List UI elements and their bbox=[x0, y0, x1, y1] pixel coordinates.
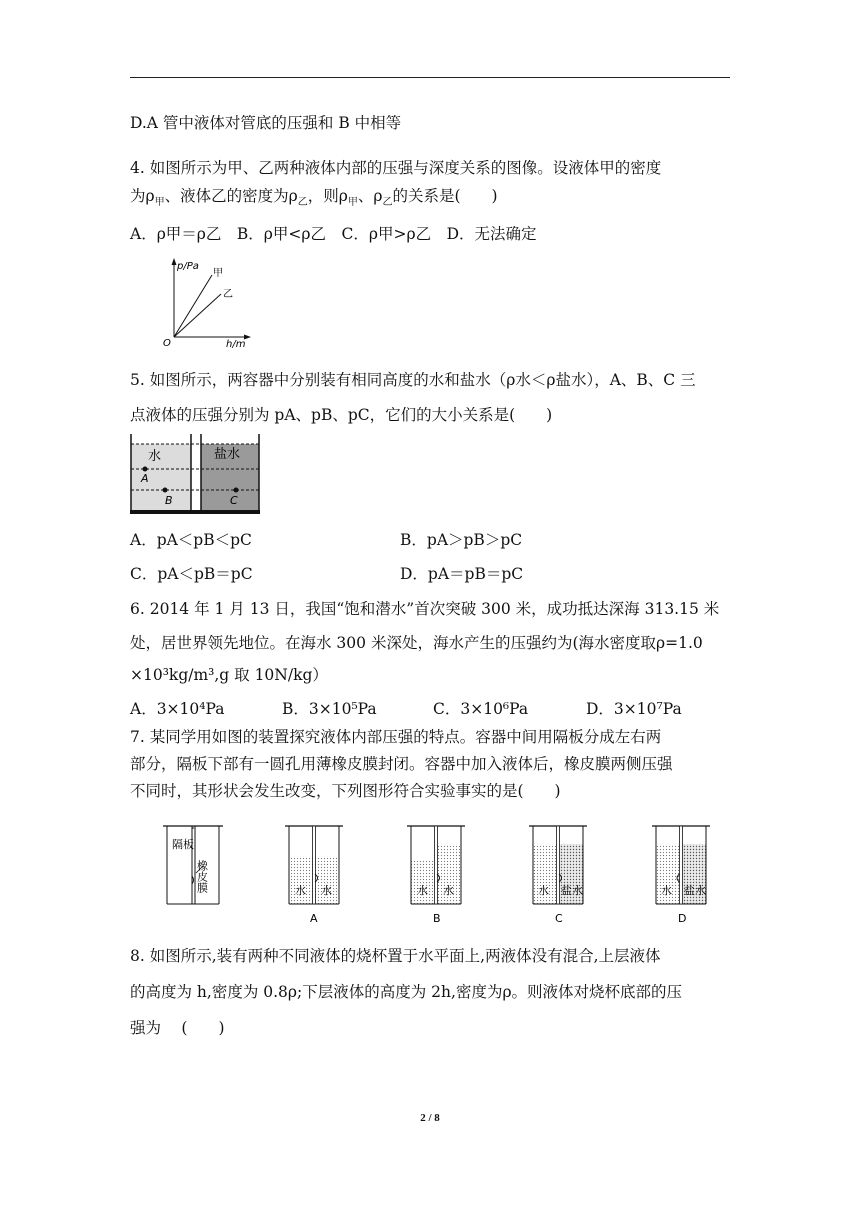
svg-text:水: 水 bbox=[538, 884, 549, 897]
label-yi: 乙 bbox=[223, 289, 233, 300]
q8-stem-line2: 的高度为 h,密度为 0.8ρ;下层液体的高度为 2h,密度为ρ。则液体对烧杯底部的压 bbox=[130, 983, 683, 1001]
origin-label: O bbox=[163, 338, 171, 349]
q6-option-b: B．3×10⁵Pa bbox=[282, 700, 377, 718]
q8-stem-line3: 强为 ( ) bbox=[130, 1019, 225, 1037]
apparatus-diagram bbox=[163, 826, 223, 904]
q5-two-containers-figure bbox=[128, 432, 263, 518]
svg-text:盐水: 盐水 bbox=[684, 884, 706, 897]
q6-option-d: D．3×10⁷Pa bbox=[586, 700, 682, 718]
y-axis-label: p/Pa bbox=[177, 261, 199, 272]
q8-stem-line1: 8. 如图所示,装有两种不同液体的烧杯置于水平面上,两液体没有混合,上层液体 bbox=[130, 947, 661, 965]
q5-stem-line1: 5. 如图所示，两容器中分别装有相同高度的水和盐水（ρ水＜ρ盐水），A、B、C 三 bbox=[130, 371, 696, 389]
q4-pressure-depth-graph bbox=[155, 255, 265, 350]
svg-text:D: D bbox=[678, 912, 687, 925]
q5-option-b: B．pA＞pB＞pC bbox=[400, 531, 523, 549]
line-jia bbox=[174, 275, 212, 337]
svg-text:水: 水 bbox=[661, 884, 672, 897]
svg-text:水: 水 bbox=[321, 884, 332, 897]
q5-option-d: D．pA＝pB＝pC bbox=[400, 565, 524, 583]
svg-text:B: B bbox=[433, 912, 441, 925]
svg-text:C: C bbox=[555, 912, 563, 925]
q4-stem-line1: 4. 如图所示为甲、乙两种液体内部的压强与深度关系的图像。设液体甲的密度 bbox=[130, 159, 662, 177]
q7-stem-line2: 部分，隔板下部有一圆孔用薄橡皮膜封闭。容器中加入液体后，橡皮膜两侧压强 bbox=[130, 755, 673, 773]
membrane-label: 橡皮膜 bbox=[195, 860, 209, 893]
q5-option-a: A．pA＜pB＜pC bbox=[130, 531, 252, 549]
svg-text:盐水: 盐水 bbox=[561, 884, 583, 897]
label-jia: 甲 bbox=[213, 268, 223, 279]
point-b bbox=[163, 488, 168, 493]
q7-membrane-figures bbox=[155, 818, 725, 930]
svg-text:水: 水 bbox=[443, 884, 454, 897]
q3-option-d: D.A 管中液体对管底的压强和 B 中相等 bbox=[130, 114, 402, 132]
q6-stem-line2: 处，居世界领先地位。在海水 300 米深处，海水产生的压强约为(海水密度取ρ=1.0 bbox=[130, 634, 703, 652]
q4-stem-line2: 为$\rho_甲$、液体乙的密度为$\rho_乙$，则$\rho_甲$、$\rho_乙$的关系是( ) bbox=[130, 187, 498, 209]
x-axis-label: h/m bbox=[226, 339, 246, 350]
point-c bbox=[234, 488, 239, 493]
q6-stem-line1: 6. 2014 年 1 月 13 日，我国“饱和潜水”首次突破 300 米，成功抵达深海 313.15 米 bbox=[130, 600, 720, 618]
point-a-label: A bbox=[141, 472, 149, 485]
point-a bbox=[143, 467, 148, 472]
svg-text:水: 水 bbox=[417, 884, 428, 897]
q4-options: A．ρ甲＝ρ乙 B．ρ甲<ρ乙 C．ρ甲>ρ乙 D．无法确定 bbox=[130, 225, 537, 243]
figure-option-c bbox=[529, 826, 587, 925]
figure-option-a bbox=[285, 826, 343, 925]
q6-option-c: C．3×10⁶Pa bbox=[433, 700, 529, 718]
point-c-label: C bbox=[230, 494, 238, 507]
q7-stem-line1: 7. 某同学用如图的装置探究液体内部压强的特点。容器中间用隔板分成左右两 bbox=[130, 728, 662, 746]
q5-option-c: C．pA＜pB＝pC bbox=[130, 565, 253, 583]
water-label: 水 bbox=[148, 449, 162, 464]
figure-option-b bbox=[407, 826, 465, 925]
header-rule bbox=[130, 77, 730, 78]
figure-option-d bbox=[652, 826, 710, 925]
q6-option-a: A．3×10⁴Pa bbox=[130, 700, 225, 718]
svg-text:A: A bbox=[310, 912, 318, 925]
q5-stem-line2: 点液体的压强分别为 pA、pB、pC，它们的大小关系是( ) bbox=[130, 406, 553, 424]
partition-label: 隔板 bbox=[172, 838, 194, 851]
point-b-label: B bbox=[165, 494, 173, 507]
q6-stem-line3: ×10³kg/m³,g 取 10N/kg） bbox=[130, 666, 328, 684]
brine-label: 盐水 bbox=[214, 447, 241, 462]
svg-text:水: 水 bbox=[295, 884, 306, 897]
q7-stem-line3: 不同时，其形状会发生改变，下列图形符合实验事实的是( ) bbox=[130, 782, 561, 800]
page-number: 2 / 8 bbox=[420, 1112, 440, 1124]
line-yi bbox=[174, 294, 221, 337]
